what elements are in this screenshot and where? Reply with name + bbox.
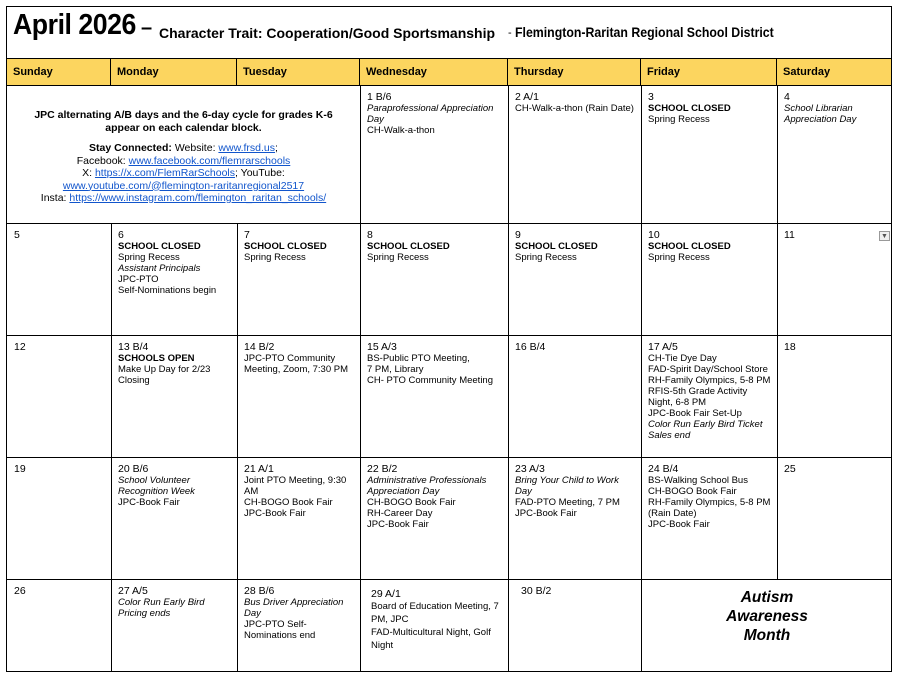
- day-event: JPC-Book Fair: [515, 508, 577, 519]
- x-label: X:: [82, 167, 93, 179]
- day-event: JPC-PTO: [118, 274, 159, 285]
- day-event: JPC-Book Fair: [367, 519, 429, 530]
- day-date: 11: [784, 229, 795, 241]
- day-date: 6: [118, 229, 124, 241]
- day-date: 12: [14, 341, 26, 353]
- awareness-line: Awareness: [726, 608, 808, 625]
- day-event: CH-BOGO Book Fair: [367, 497, 456, 508]
- day-event: SCHOOL CLOSED: [118, 241, 201, 252]
- day-event: CH- PTO Community Meeting: [367, 375, 493, 386]
- weekday-tuesday: Tuesday: [237, 59, 360, 85]
- day-cell-6: [112, 224, 237, 296]
- day-cell-29: [365, 583, 508, 652]
- day-date: 23 A/3: [515, 463, 545, 475]
- day-date: 21 A/1: [244, 463, 274, 475]
- day-event: JPC-Book Fair: [244, 508, 306, 519]
- day-event: CH-BOGO Book Fair: [244, 497, 333, 508]
- day-date: 17 A/5: [648, 341, 678, 353]
- day-cell-28: [238, 580, 360, 641]
- day-event: SCHOOL CLOSED: [515, 241, 598, 252]
- weekday-friday: Friday: [641, 59, 777, 85]
- dropdown-arrow-icon[interactable]: ▼: [879, 231, 890, 241]
- title-row: [7, 7, 891, 59]
- day-cell-3: [642, 86, 777, 125]
- day-cell-24: [642, 458, 777, 530]
- day-event: JPC-Book Fair Set-Up: [648, 408, 742, 419]
- day-cell-19: [8, 458, 111, 475]
- day-event: Board of Education Meeting, 7 PM, JPC: [371, 601, 502, 625]
- calendar: [6, 6, 892, 672]
- day-cell-9: [509, 224, 641, 263]
- day-event: JPC-Book Fair: [648, 519, 710, 530]
- day-date: 13 B/4: [118, 341, 149, 353]
- day-date: 20 B/6: [118, 463, 149, 475]
- youtube-line: [7, 180, 360, 193]
- day-cell-26: [8, 580, 111, 597]
- day-event: CH-Walk-a-thon: [367, 125, 435, 136]
- weekday-thursday: Thursday: [508, 59, 641, 85]
- day-date: 22 B/2: [367, 463, 398, 475]
- day-event: Color Run Early Bird Pricing ends: [118, 597, 208, 619]
- day-date: 26: [14, 585, 26, 597]
- day-event: CH-Tie Dye Day: [648, 353, 717, 364]
- day-event: Spring Recess: [244, 252, 306, 263]
- title-separator: -: [508, 27, 512, 39]
- facebook-link[interactable]: www.facebook.com/flemrarschools: [128, 154, 291, 167]
- day-cell-30: [515, 580, 641, 597]
- day-event: Paraprofessional Appreciation Day: [367, 103, 497, 125]
- info-block: [7, 86, 360, 223]
- day-cell-20: [112, 458, 237, 508]
- day-cell-8: [361, 224, 508, 263]
- day-date: 14 B/2: [244, 341, 275, 353]
- weekday-saturday: Saturday: [783, 66, 831, 78]
- day-date: 24 B/4: [648, 463, 679, 475]
- x-link[interactable]: https://x.com/FlemRarSchools: [94, 167, 236, 179]
- day-date: 16 B/4: [515, 341, 546, 353]
- youtube-link[interactable]: www.youtube.com/@flemington-raritanregional2517: [62, 179, 305, 192]
- day-event: CH-Walk-a-thon (Rain Date): [515, 103, 634, 114]
- insta-link[interactable]: https://www.instagram.com/flemington_raritan_schools/: [69, 192, 327, 204]
- day-cell-21: [238, 458, 360, 519]
- day-event: Spring Recess: [648, 114, 710, 125]
- day-date: 15 A/3: [367, 341, 397, 353]
- website-suffix: ;: [275, 142, 278, 154]
- day-event: Color Run Early Bird Ticket Sales end: [648, 419, 766, 441]
- day-date: 1 B/6: [367, 91, 392, 103]
- day-date: 7: [244, 229, 250, 241]
- awareness-line: Autism: [740, 589, 794, 606]
- day-event: BS-Public PTO Meeting,: [367, 353, 470, 364]
- facebook-label: Facebook:: [76, 154, 126, 167]
- day-cell-15: [361, 336, 508, 386]
- day-date: 10: [648, 229, 660, 241]
- day-date: 30 B/2: [521, 585, 552, 597]
- day-date: 2 A/1: [515, 91, 539, 103]
- day-cell-1: [361, 86, 508, 136]
- day-event: Spring Recess: [648, 252, 710, 263]
- day-cell-23: [509, 458, 641, 519]
- day-event: JPC-Book Fair: [118, 497, 180, 508]
- day-event: RFIS-5th Grade Activity Night, 6-8 PM: [648, 386, 750, 408]
- column-divider: [508, 86, 509, 671]
- weekday-header: [7, 59, 891, 86]
- day-event: BS-Walking School Bus: [648, 475, 748, 486]
- day-event: SCHOOL CLOSED: [244, 241, 327, 252]
- cycle-note: JPC alternating A/B days and the 6-day cycle for grades K-6 appear on each calendar block.: [34, 109, 333, 134]
- day-event: FAD-Spirit Day/School Store: [648, 364, 768, 375]
- day-event: Spring Recess: [118, 252, 180, 263]
- day-date: 19: [14, 463, 26, 475]
- day-date: 18: [784, 341, 796, 353]
- x-line: [7, 167, 360, 180]
- weekday-wednesday: Wednesday: [360, 59, 508, 85]
- day-cell-5: [8, 224, 111, 241]
- day-date: 3: [648, 91, 654, 103]
- day-date: 8: [367, 229, 373, 241]
- day-date: 25: [784, 463, 796, 475]
- awareness-line: Month: [743, 627, 791, 644]
- day-event: Joint PTO Meeting, 9:30 AM: [244, 475, 349, 497]
- day-cell-4: [778, 86, 891, 125]
- insta-line: [7, 192, 360, 205]
- day-event: School Volunteer Recognition Week: [118, 475, 195, 497]
- day-event: Self-Nominations begin: [118, 285, 217, 296]
- day-event: RH-Family Olympics, 5-8 PM (Rain Date): [648, 497, 774, 519]
- day-event: RH-Career Day: [367, 508, 433, 519]
- month-title: April 2026: [13, 9, 136, 41]
- day-event: FAD-Multicultural Night, Golf Night: [371, 627, 494, 651]
- day-event: Spring Recess: [515, 252, 577, 263]
- day-event: SCHOOLS OPEN: [118, 353, 195, 364]
- x-suffix: ;: [235, 167, 238, 179]
- day-cell-22: [361, 458, 508, 530]
- district-name: Flemington-Raritan Regional School District: [515, 24, 774, 40]
- awareness-month: [641, 588, 893, 645]
- youtube-label: YouTube:: [240, 167, 285, 179]
- day-event: SCHOOL CLOSED: [648, 103, 731, 114]
- insta-label: Insta:: [40, 192, 67, 204]
- character-trait: Character Trait: Cooperation/Good Sportsmanship: [159, 25, 496, 41]
- day-date: 4: [784, 91, 790, 103]
- day-cell-13: [112, 336, 237, 386]
- day-cell-2: [509, 86, 641, 114]
- column-divider: [777, 86, 778, 579]
- day-date: 9: [515, 229, 521, 241]
- day-cell-25: [778, 458, 891, 475]
- day-event: Bring Your Child to Work Day: [515, 475, 622, 497]
- day-cell-11: [778, 224, 891, 241]
- stay-connected: [7, 142, 360, 155]
- day-event: RH-Family Olympics, 5-8 PM: [648, 375, 771, 386]
- day-cell-7: [238, 224, 360, 263]
- day-event: Spring Recess: [367, 252, 429, 263]
- facebook-line: [7, 155, 360, 168]
- day-event: JPC-PTO Community Meeting, Zoom, 7:30 PM: [244, 353, 349, 375]
- day-cell-27: [112, 580, 237, 619]
- day-event: Bus Driver Appreciation Day: [244, 597, 347, 619]
- stay-connected-label: Stay Connected:: [89, 142, 172, 154]
- weekday-sunday: Sunday: [7, 59, 111, 85]
- day-event: School Librarian Appreciation Day: [784, 103, 857, 125]
- day-event: SCHOOL CLOSED: [648, 241, 731, 252]
- day-date: 27 A/5: [118, 585, 148, 597]
- title-dash: –: [141, 17, 153, 39]
- day-event: Administrative Professionals Appreciation Day: [367, 475, 489, 497]
- day-event: SCHOOL CLOSED: [367, 241, 450, 252]
- day-cell-17: [642, 336, 777, 441]
- day-date: 29 A/1: [371, 588, 401, 600]
- day-date: 5: [14, 229, 20, 241]
- day-cell-10: [642, 224, 777, 263]
- day-event: CH-BOGO Book Fair: [648, 486, 737, 497]
- weekday-monday: Monday: [111, 59, 237, 85]
- day-event: FAD-PTO Meeting, 7 PM: [515, 497, 620, 508]
- website-link[interactable]: www.frsd.us: [218, 142, 276, 154]
- day-event: Assistant Principals: [118, 263, 201, 274]
- day-event: Make Up Day for 2/23 Closing: [118, 364, 214, 386]
- day-event: JPC-PTO Self-Nominations end: [244, 619, 316, 641]
- day-cell-12: [8, 336, 111, 353]
- website-label: Website:: [174, 142, 216, 154]
- day-date: 28 B/6: [244, 585, 275, 597]
- day-event: 7 PM, Library: [367, 364, 424, 375]
- day-cell-14: [238, 336, 360, 375]
- day-cell-18: [778, 336, 891, 353]
- day-cell-16: [509, 336, 641, 353]
